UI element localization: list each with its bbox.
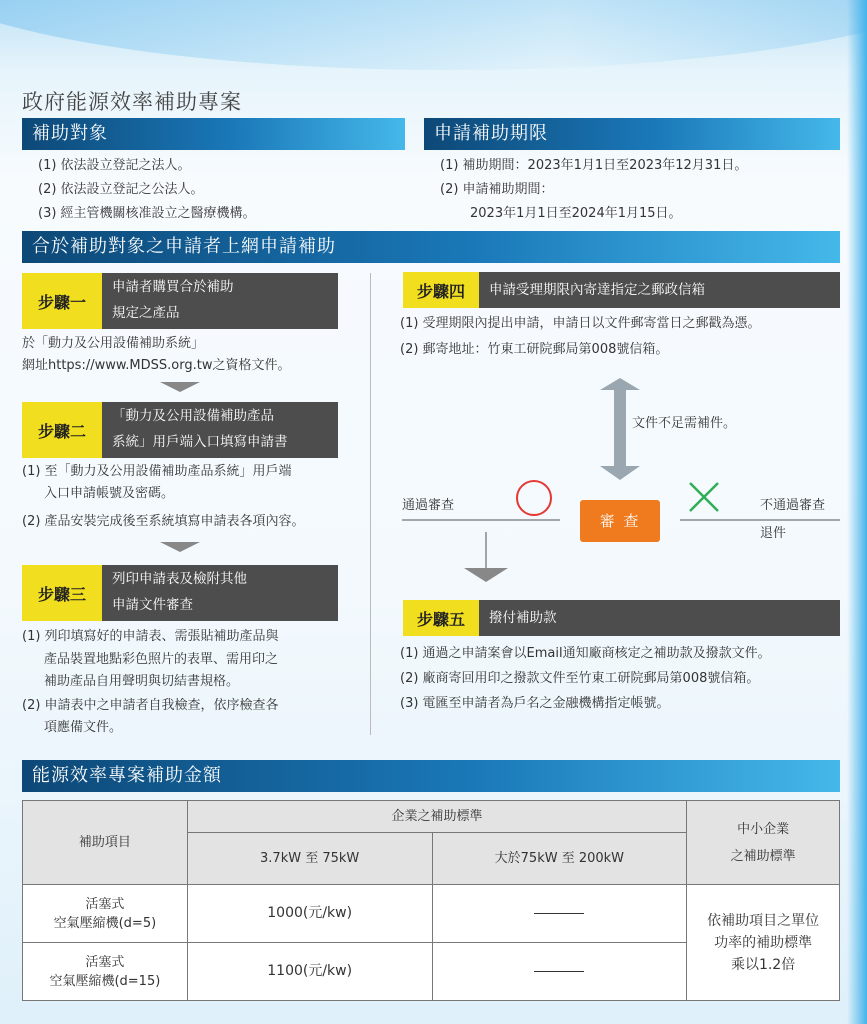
pass-review-text: 通過審查 (402, 498, 455, 513)
eligibility-item: (3) 經主管機關核准設立之醫療機構。 (38, 206, 256, 221)
step-2-desc: (2) 產品安裝完成後至系統填寫申請表各項內容。 (22, 514, 305, 529)
section-heading-apply: 合於補助對象之申請者上網申請補助 (22, 231, 840, 263)
step-1-label: 步驟一 (22, 273, 102, 329)
step-3-desc: 補助產品自用聲明與切結書規格。 (44, 674, 240, 689)
review-badge: 審 查 (580, 500, 660, 542)
range-header: 大於75kW 至 200kW (432, 833, 687, 885)
sme-header: 中小企業 之補助標準 (687, 801, 840, 885)
step-3 (22, 565, 338, 621)
period-item: (2) 申請補助期間： (440, 182, 554, 197)
header-decoration (0, 0, 867, 80)
table-row-item: 活塞式 空氣壓縮機(d=5) (23, 885, 188, 943)
section-heading-amount: 能源效率專案補助金額 (22, 760, 840, 792)
step-2-title-line: 「動力及公用設備補助產品 (112, 408, 274, 424)
table-row-item: 活塞式 空氣壓縮機(d=15) (23, 943, 188, 1001)
step-5 (403, 600, 840, 636)
step-1-desc: 於「動力及公用設備補助系統」 (22, 336, 205, 351)
step-4-label: 步驟四 (403, 272, 479, 308)
step-2-desc: 入口申請帳號及密碼。 (44, 486, 175, 501)
section-heading-eligibility: 補助對象 (22, 118, 405, 150)
step-3-title-line: 列印申請表及檢附其他 (112, 571, 247, 587)
subsidy-table (22, 800, 840, 1001)
step-3-desc: (1) 列印填寫好的申請表、需張貼補助產品與 (22, 629, 279, 644)
down-arrow-icon (464, 568, 508, 582)
step-4 (403, 272, 840, 308)
item-header: 補助項目 (23, 801, 188, 885)
step-4-desc: (2) 郵寄地址：竹東工研院郵局第008號信箱。 (400, 342, 669, 357)
step-3-desc: 項應備文件。 (44, 720, 123, 735)
sme-standard: 依補助項目之單位 功率的補助標準 乘以1.2倍 (687, 885, 840, 1001)
review-flow-diagram (400, 370, 845, 585)
circle-icon (517, 481, 551, 515)
down-arrow-icon (600, 465, 640, 480)
step-3-title-line: 申請文件審查 (112, 597, 193, 613)
section-heading-period: 申請補助期限 (424, 118, 840, 150)
missing-docs-text: 文件不足需補件。 (632, 416, 737, 431)
column-divider (370, 273, 371, 735)
step-4-title: 申請受理期限內寄達指定之郵政信箱 (479, 272, 840, 308)
range-header: 3.7kW 至 75kW (187, 833, 432, 885)
step-2-desc: (1) 至「動力及公用設備補助產品系統」用戶端 (22, 464, 292, 479)
return-text: 退件 (760, 526, 787, 541)
step-5-desc: (2) 廠商寄回用印之撥款文件至竹東工研院郵局第008號信箱。 (400, 671, 760, 686)
table-cell-value: 1000(元/kw) (187, 885, 432, 943)
step-3-desc: (2) 申請表中之申請者自我檢查，依序檢查各 (22, 698, 279, 713)
step-1-title-line: 規定之產品 (112, 305, 180, 321)
table-cell-value: 1100(元/kw) (187, 943, 432, 1001)
page-title: 政府能源效率補助專案 (22, 90, 242, 114)
step-2 (22, 402, 338, 458)
down-arrow-icon (160, 542, 200, 552)
fail-review-text: 不通過審查 (760, 498, 826, 513)
step-5-label: 步驟五 (403, 600, 479, 636)
right-edge-decoration (847, 0, 867, 1024)
table-cell-empty (432, 943, 687, 1001)
step-4-desc: (1) 受理期限內提出申請，申請日以文件郵寄當日之郵戳為憑。 (400, 316, 761, 331)
step-2-title-line: 系統」用戶端入口填寫申請書 (112, 434, 288, 450)
step-5-desc: (1) 通過之申請案會以Email通知廠商核定之補助款及撥款文件。 (400, 646, 771, 661)
period-item: 2023年1月1日至2024年1月15日。 (470, 206, 682, 221)
period-item: (1) 補助期間：2023年1月1日至2023年12月31日。 (440, 158, 748, 173)
down-arrow-icon (160, 382, 200, 392)
step-1-desc: 網址https://www.MDSS.org.tw之資格文件。 (22, 358, 291, 373)
enterprise-header: 企業之補助標準 (187, 801, 686, 833)
step-3-desc: 產品裝置地點彩色照片的表單、需用印之 (44, 652, 279, 667)
step-3-label: 步驟三 (22, 565, 102, 621)
step-1-title-line: 申請者購買合於補助 (112, 279, 234, 295)
step-1 (22, 273, 338, 329)
step-5-title: 撥付補助款 (479, 600, 840, 636)
table-cell-empty (432, 885, 687, 943)
eligibility-item: (2) 依法設立登記之公法人。 (38, 182, 204, 197)
step-2-label: 步驟二 (22, 402, 102, 458)
step-5-desc: (3) 電匯至申請者為戶名之金融機構指定帳號。 (400, 696, 670, 711)
eligibility-item: (1) 依法設立登記之法人。 (38, 158, 191, 173)
